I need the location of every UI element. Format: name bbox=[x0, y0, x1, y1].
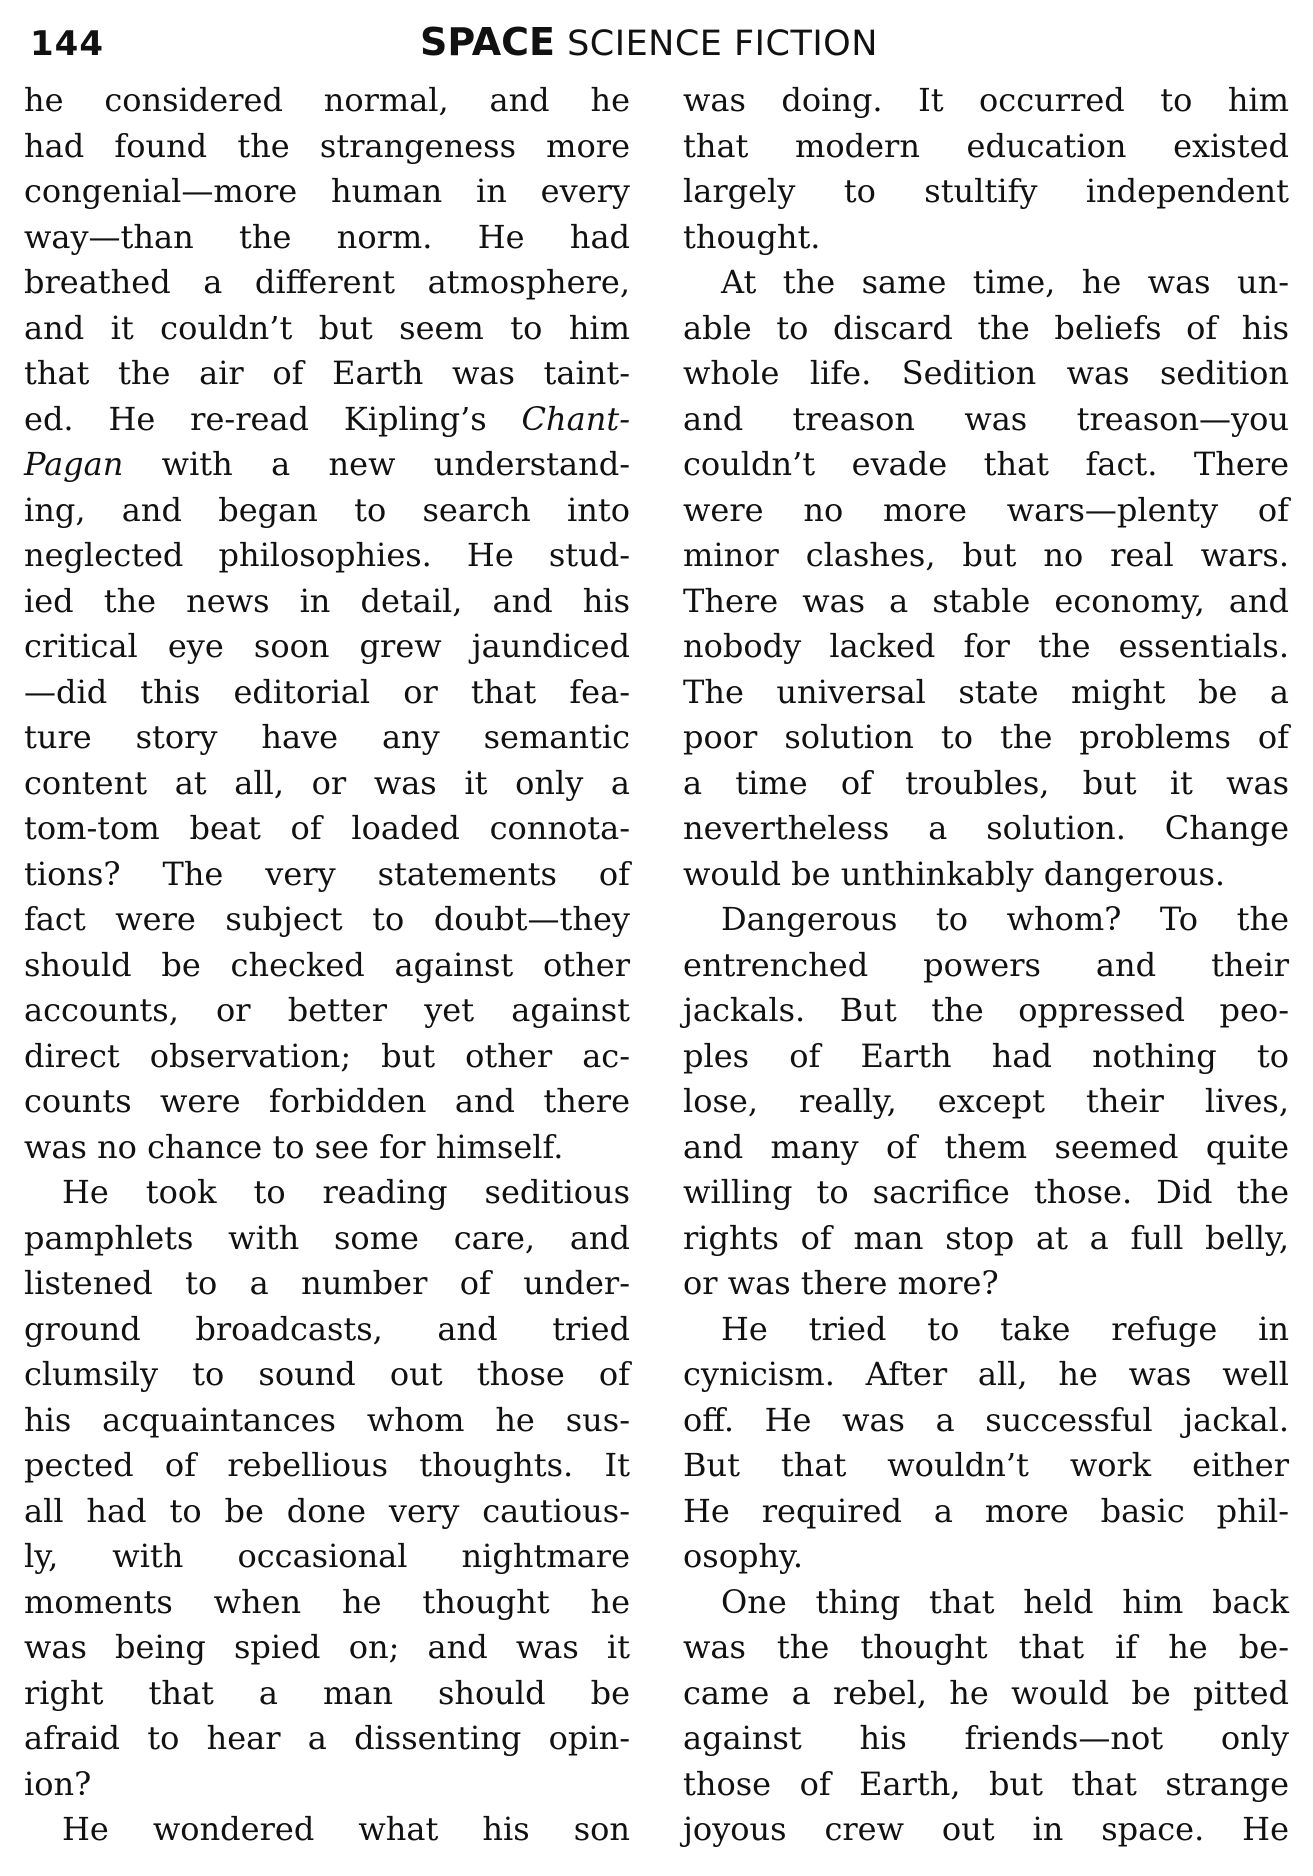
text-line: was no chance to see for himself. bbox=[24, 1127, 564, 1166]
text-line: joyous crew out in space. He bbox=[683, 1810, 1289, 1848]
text-line: should be checked against other bbox=[24, 945, 630, 984]
text-line: willing to sacrifice those. Did the bbox=[683, 1173, 1289, 1211]
text-line: —did this editorial or that fea- bbox=[24, 672, 630, 711]
text-line: moments when he thought he bbox=[24, 1582, 630, 1621]
text-line: couldn’t evade that fact. There bbox=[683, 445, 1289, 483]
book-title-italic: Pagan bbox=[24, 445, 124, 483]
text-line: or was there more? bbox=[683, 1264, 999, 1302]
text-line: accounts, or better yet against bbox=[24, 991, 630, 1029]
text-line: afraid to hear a dissenting opin- bbox=[24, 1719, 630, 1757]
text-line: tions? The very statements of bbox=[24, 854, 630, 893]
text-line: came a rebel, he would be pitted bbox=[683, 1673, 1289, 1712]
text-line: his acquaintances whom he sus- bbox=[24, 1400, 630, 1439]
page-header bbox=[30, 14, 1300, 64]
text-line: poor solution to the problems of bbox=[683, 718, 1289, 756]
book-title-italic: Chant- bbox=[521, 399, 630, 438]
text-line: ground broadcasts, and tried bbox=[24, 1309, 630, 1348]
text-line: counts were forbidden and there bbox=[24, 1082, 630, 1120]
text-line: whole life. Sedition was sedition bbox=[683, 354, 1289, 392]
text-line: breathed a different atmosphere, bbox=[24, 263, 630, 301]
text-line: ly, with occasional nightmare bbox=[24, 1537, 630, 1575]
text-line: nobody lacked for the essentials. bbox=[683, 627, 1289, 665]
paragraph bbox=[24, 78, 630, 1170]
text-line: right that a man should be bbox=[24, 1673, 630, 1712]
text-line: entrenched powers and their bbox=[683, 945, 1289, 984]
text-line: Pagan with a new understand- bbox=[24, 445, 630, 483]
text-line: that modern education existed bbox=[683, 126, 1289, 165]
text-line: those of Earth, but that strange bbox=[683, 1764, 1289, 1803]
paragraph bbox=[683, 897, 1289, 1307]
text-line: But that wouldn’t work either bbox=[683, 1446, 1289, 1484]
text-line: and treason was treason—you bbox=[683, 399, 1289, 438]
paragraph bbox=[683, 260, 1289, 897]
text-line: cynicism. After all, he was well bbox=[683, 1355, 1289, 1393]
text-line: pamphlets with some care, and bbox=[24, 1218, 630, 1257]
text-line: At the same time, he was un- bbox=[721, 263, 1289, 301]
text-line: that the air of Earth was taint- bbox=[24, 354, 630, 392]
text-line: thought. bbox=[683, 217, 821, 256]
paragraph bbox=[683, 78, 1289, 260]
right-column bbox=[683, 78, 1289, 1853]
text-line: was doing. It occurred to him bbox=[683, 81, 1289, 119]
text-line: He tried to take refuge in bbox=[721, 1309, 1289, 1348]
text-line: tom-tom beat of loaded connota- bbox=[24, 809, 630, 847]
text-line: critical eye soon grew jaundiced bbox=[24, 627, 630, 665]
page-number: 144 bbox=[30, 24, 104, 64]
text-line: all had to be done very cautious- bbox=[24, 1491, 630, 1530]
text-line: ture story have any semantic bbox=[24, 718, 630, 756]
text-line: would be unthinkably dangerous. bbox=[683, 854, 1226, 893]
text-line: and it couldn’t but seem to him bbox=[24, 308, 630, 347]
running-head bbox=[420, 20, 878, 64]
text-line: way—than the norm. He had bbox=[24, 217, 630, 256]
text-line: was the thought that if he be- bbox=[683, 1628, 1289, 1666]
text-line: was being spied on; and was it bbox=[24, 1628, 630, 1666]
text-line: One thing that held him back bbox=[721, 1582, 1289, 1621]
text-line: ples of Earth had nothing to bbox=[683, 1036, 1289, 1075]
text-line: minor clashes, but no real wars. bbox=[683, 536, 1289, 574]
text-line: nevertheless a solution. Change bbox=[683, 809, 1289, 847]
text-line: a time of troubles, but it was bbox=[683, 763, 1289, 802]
text-line: against his friends—not only bbox=[683, 1719, 1289, 1757]
paragraph bbox=[683, 1307, 1289, 1580]
text-line: ied the news in detail, and his bbox=[24, 581, 630, 620]
text-line: congenial—more human in every bbox=[24, 172, 630, 210]
magazine-title-bold: SPACE bbox=[420, 20, 555, 64]
text-line: lose, really, except their lives, bbox=[683, 1082, 1289, 1120]
text-line: and many of them seemed quite bbox=[683, 1127, 1289, 1166]
text-line: direct observation; but other ac- bbox=[24, 1036, 630, 1075]
text-line: ed. He re-read Kipling’s Chant- bbox=[24, 399, 630, 438]
text-line: He wondered what his son bbox=[62, 1810, 630, 1848]
paragraph bbox=[24, 1170, 630, 1807]
text-line: largely to stultify independent bbox=[683, 172, 1289, 210]
text-line: listened to a number of under- bbox=[24, 1264, 630, 1302]
text-line: were no more wars—plenty of bbox=[683, 490, 1289, 529]
paragraph bbox=[24, 1807, 630, 1853]
text-line: jackals. But the oppressed peo- bbox=[683, 991, 1289, 1029]
text-line: clumsily to sound out those of bbox=[24, 1355, 630, 1393]
text-line: ing, and began to search into bbox=[24, 490, 630, 529]
text-line: He required a more basic phil- bbox=[683, 1491, 1289, 1530]
text-line: The universal state might be a bbox=[683, 672, 1289, 711]
text-line: off. He was a successful jackal. bbox=[683, 1400, 1289, 1439]
text-line: neglected philosophies. He stud- bbox=[24, 536, 630, 574]
text-line: had found the strangeness more bbox=[24, 126, 630, 165]
left-column bbox=[24, 78, 630, 1853]
text-line: He took to reading seditious bbox=[62, 1173, 630, 1211]
text-line: able to discard the beliefs of his bbox=[683, 308, 1289, 347]
text-line: rights of man stop at a full belly, bbox=[683, 1218, 1289, 1257]
text-line: he considered normal, and he bbox=[24, 81, 630, 119]
text-line: Dangerous to whom? To the bbox=[721, 900, 1289, 938]
text-line: content at all, or was it only a bbox=[24, 763, 630, 802]
paragraph bbox=[683, 1580, 1289, 1853]
text-line: fact were subject to doubt—they bbox=[24, 900, 630, 938]
text-line: There was a stable economy, and bbox=[683, 581, 1289, 620]
magazine-title-rest: SCIENCE FICTION bbox=[567, 24, 878, 64]
text-line: pected of rebellious thoughts. It bbox=[24, 1446, 630, 1484]
text-line: osophy. bbox=[683, 1537, 804, 1575]
text-line: ion? bbox=[24, 1764, 92, 1803]
